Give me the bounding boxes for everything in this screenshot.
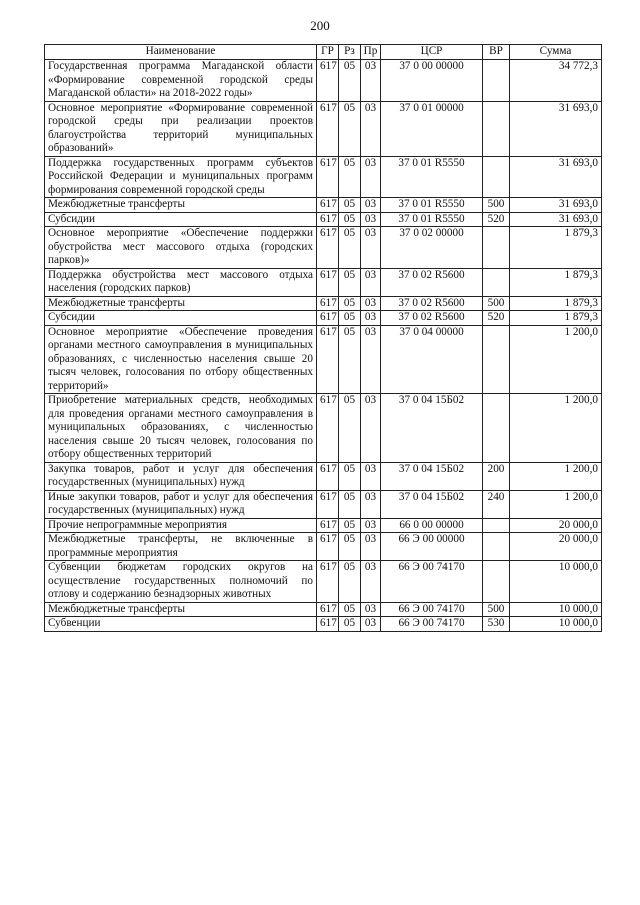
- row-csr: 37 0 02 00000: [381, 227, 483, 269]
- row-name: Государственная программа Магаданской области «Формирование современной городской среды Магаданской области» на 2018-2022 годы»: [45, 60, 317, 102]
- row-vr: [483, 394, 510, 463]
- row-vr: [483, 268, 510, 296]
- row-name: Поддержка обустройства мест массового отдыха населения (городских парков): [45, 268, 317, 296]
- row-name: Субвенции бюджетам городских округов на осуществление государственных полномочий по отлову и содержанию безнадзорных животных: [45, 561, 317, 603]
- row-sum: 31 693,0: [510, 101, 602, 156]
- row-vr: 530: [483, 617, 510, 632]
- row-sum: 1 200,0: [510, 325, 602, 394]
- table-row: [45, 533, 602, 561]
- row-sum: 1 879,3: [510, 311, 602, 326]
- row-csr: 37 0 00 00000: [381, 60, 483, 102]
- row-sum: 1 200,0: [510, 394, 602, 463]
- table-row: [45, 462, 602, 490]
- row-gr: 617: [317, 394, 339, 463]
- row-pr: 03: [361, 156, 381, 198]
- row-gr: 617: [317, 518, 339, 533]
- row-name: Субсидии: [45, 311, 317, 326]
- row-pr: 03: [361, 561, 381, 603]
- table-row: [45, 490, 602, 518]
- row-name: Межбюджетные трансферты, не включенные в программные мероприятия: [45, 533, 317, 561]
- row-sum: 10 000,0: [510, 561, 602, 603]
- row-sum: 1 879,3: [510, 227, 602, 269]
- row-rz: 05: [339, 394, 361, 463]
- row-csr: 37 0 02 R5600: [381, 311, 483, 326]
- row-gr: 617: [317, 561, 339, 603]
- row-vr: 200: [483, 462, 510, 490]
- column-header-vr: ВР: [483, 45, 510, 60]
- budget-table: [44, 44, 602, 632]
- row-rz: 05: [339, 533, 361, 561]
- row-csr: 37 0 01 R5550: [381, 198, 483, 213]
- row-pr: 03: [361, 490, 381, 518]
- row-rz: 05: [339, 212, 361, 227]
- row-vr: [483, 325, 510, 394]
- row-gr: 617: [317, 462, 339, 490]
- row-sum: 31 693,0: [510, 198, 602, 213]
- row-csr: 66 Э 00 74170: [381, 617, 483, 632]
- row-pr: 03: [361, 394, 381, 463]
- column-header-csr: ЦСР: [381, 45, 483, 60]
- row-sum: 1 200,0: [510, 490, 602, 518]
- row-csr: 66 0 00 00000: [381, 518, 483, 533]
- row-sum: 1 879,3: [510, 296, 602, 311]
- page-number: 200: [310, 18, 330, 33]
- row-gr: 617: [317, 325, 339, 394]
- row-pr: 03: [361, 227, 381, 269]
- table-row: [45, 268, 602, 296]
- row-name: Межбюджетные трансферты: [45, 602, 317, 617]
- row-rz: 05: [339, 561, 361, 603]
- row-rz: 05: [339, 156, 361, 198]
- table-row: [45, 60, 602, 102]
- row-rz: 05: [339, 227, 361, 269]
- row-vr: [483, 227, 510, 269]
- row-pr: 03: [361, 617, 381, 632]
- row-rz: 05: [339, 518, 361, 533]
- row-csr: 37 0 04 15Б02: [381, 394, 483, 463]
- row-gr: 617: [317, 602, 339, 617]
- table-body: [45, 60, 602, 632]
- row-pr: 03: [361, 602, 381, 617]
- table-row: [45, 311, 602, 326]
- row-pr: 03: [361, 325, 381, 394]
- row-rz: 05: [339, 296, 361, 311]
- row-csr: 66 Э 00 74170: [381, 602, 483, 617]
- row-csr: 37 0 02 R5600: [381, 296, 483, 311]
- row-pr: 03: [361, 462, 381, 490]
- row-vr: 500: [483, 296, 510, 311]
- table-row: [45, 156, 602, 198]
- row-gr: 617: [317, 490, 339, 518]
- row-rz: 05: [339, 60, 361, 102]
- row-pr: 03: [361, 212, 381, 227]
- table-row: [45, 617, 602, 632]
- row-sum: 10 000,0: [510, 617, 602, 632]
- row-gr: 617: [317, 198, 339, 213]
- row-name: Основное мероприятие «Формирование современной городской среды при реализации проектов благоустройства территорий муниципальных образований»: [45, 101, 317, 156]
- row-name: Субсидии: [45, 212, 317, 227]
- row-name: Основное мероприятие «Обеспечение проведения органами местного самоуправления в муниципальных образованиях, с численностью населения свыше 20 тысяч человек, голосования по отбору общественных территорий»: [45, 325, 317, 394]
- row-pr: 03: [361, 533, 381, 561]
- row-gr: 617: [317, 296, 339, 311]
- row-vr: [483, 101, 510, 156]
- row-rz: 05: [339, 325, 361, 394]
- row-gr: 617: [317, 60, 339, 102]
- row-name: Прочие непрограммные мероприятия: [45, 518, 317, 533]
- row-csr: 37 0 01 R5550: [381, 156, 483, 198]
- row-pr: 03: [361, 268, 381, 296]
- row-name: Межбюджетные трансферты: [45, 296, 317, 311]
- row-vr: [483, 60, 510, 102]
- table-row: [45, 212, 602, 227]
- column-header-gr: ГР: [317, 45, 339, 60]
- table-row: [45, 296, 602, 311]
- row-pr: 03: [361, 518, 381, 533]
- table-row: [45, 198, 602, 213]
- row-vr: [483, 518, 510, 533]
- row-vr: 520: [483, 212, 510, 227]
- table-row: [45, 101, 602, 156]
- row-pr: 03: [361, 60, 381, 102]
- row-rz: 05: [339, 617, 361, 632]
- column-header-name: Наименование: [45, 45, 317, 60]
- row-gr: 617: [317, 533, 339, 561]
- row-sum: 31 693,0: [510, 212, 602, 227]
- row-pr: 03: [361, 311, 381, 326]
- table-header-row: [45, 45, 602, 60]
- row-pr: 03: [361, 198, 381, 213]
- row-csr: 37 0 01 R5550: [381, 212, 483, 227]
- row-vr: 240: [483, 490, 510, 518]
- row-sum: 31 693,0: [510, 156, 602, 198]
- row-rz: 05: [339, 101, 361, 156]
- row-vr: 500: [483, 198, 510, 213]
- row-name: Основное мероприятие «Обеспечение поддержки обустройства мест массового отдыха (городских парков)»: [45, 227, 317, 269]
- table-row: [45, 602, 602, 617]
- row-sum: 1 200,0: [510, 462, 602, 490]
- table-row: [45, 227, 602, 269]
- row-rz: 05: [339, 602, 361, 617]
- row-csr: 37 0 01 00000: [381, 101, 483, 156]
- row-name: Закупка товаров, работ и услуг для обеспечения государственных (муниципальных) нужд: [45, 462, 317, 490]
- row-gr: 617: [317, 268, 339, 296]
- table-row: [45, 561, 602, 603]
- row-vr: 500: [483, 602, 510, 617]
- row-sum: 34 772,3: [510, 60, 602, 102]
- row-name: Межбюджетные трансферты: [45, 198, 317, 213]
- column-header-sum: Сумма: [510, 45, 602, 60]
- row-vr: [483, 533, 510, 561]
- row-pr: 03: [361, 101, 381, 156]
- row-csr: 37 0 04 15Б02: [381, 462, 483, 490]
- row-sum: 10 000,0: [510, 602, 602, 617]
- row-gr: 617: [317, 311, 339, 326]
- row-vr: [483, 156, 510, 198]
- row-csr: 37 0 04 00000: [381, 325, 483, 394]
- row-gr: 617: [317, 227, 339, 269]
- row-csr: 37 0 02 R5600: [381, 268, 483, 296]
- row-gr: 617: [317, 212, 339, 227]
- row-gr: 617: [317, 101, 339, 156]
- row-name: Иные закупки товаров, работ и услуг для обеспечения государственных (муниципальных) нужд: [45, 490, 317, 518]
- row-name: Субвенции: [45, 617, 317, 632]
- row-gr: 617: [317, 617, 339, 632]
- row-csr: 66 Э 00 00000: [381, 533, 483, 561]
- table-row: [45, 394, 602, 463]
- table-row: [45, 325, 602, 394]
- row-vr: [483, 561, 510, 603]
- row-rz: 05: [339, 268, 361, 296]
- row-name: Поддержка государственных программ субъектов Российской Федерации и муниципальных программ формирования современной городской среды: [45, 156, 317, 198]
- row-vr: 520: [483, 311, 510, 326]
- row-csr: 66 Э 00 74170: [381, 561, 483, 603]
- row-name: Приобретение материальных средств, необходимых для проведения органами местного самоуправления в муниципальных образованиях, с численностью населения свыше 20 тысяч человек, голосования по отбору общественных территорий: [45, 394, 317, 463]
- column-header-pr: Пр: [361, 45, 381, 60]
- row-sum: 20 000,0: [510, 518, 602, 533]
- table-row: [45, 518, 602, 533]
- row-sum: 1 879,3: [510, 268, 602, 296]
- column-header-rz: Рз: [339, 45, 361, 60]
- row-gr: 617: [317, 156, 339, 198]
- row-rz: 05: [339, 198, 361, 213]
- row-rz: 05: [339, 311, 361, 326]
- row-rz: 05: [339, 490, 361, 518]
- row-pr: 03: [361, 296, 381, 311]
- row-rz: 05: [339, 462, 361, 490]
- row-sum: 20 000,0: [510, 533, 602, 561]
- row-csr: 37 0 04 15Б02: [381, 490, 483, 518]
